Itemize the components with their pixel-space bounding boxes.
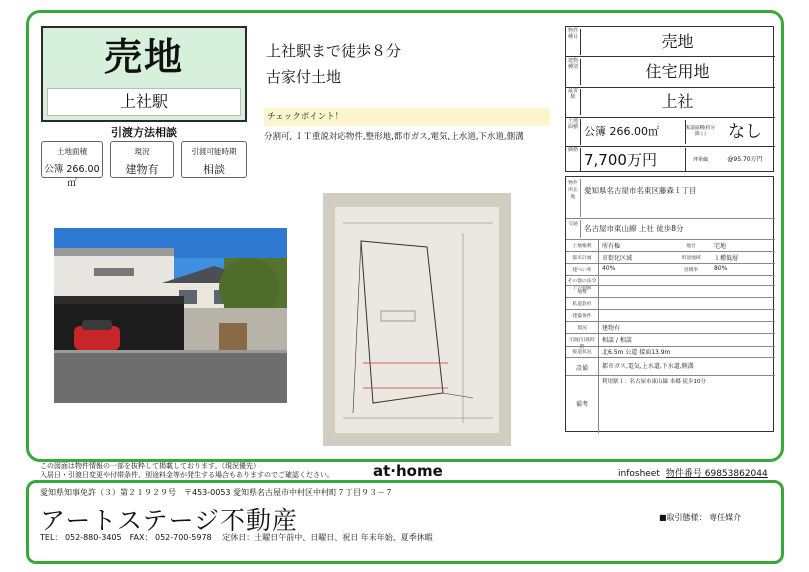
- summary-label-price: 価格: [566, 148, 581, 172]
- coverage-value: 40%: [602, 265, 616, 272]
- summary-label-type: 物件種目: [566, 29, 581, 55]
- athome-logo: at·home: [373, 462, 443, 480]
- summary-label-station: 最寄駅: [566, 89, 581, 115]
- label-facility: 設備: [575, 365, 588, 372]
- transaction-type: ■取引態様： 専任媒介: [659, 513, 742, 522]
- license-address: 愛知県知事免許（３）第２１９２９号 〒453-0053 愛知県名古屋市中村区中村町７丁目９３－７: [40, 488, 394, 497]
- mini-handover: 引渡可能時期 相談: [181, 141, 247, 178]
- tsubo-label: 坪単価: [685, 148, 715, 172]
- summary-label-area: 土地面積: [566, 119, 581, 145]
- disclaimer-1: この図面は物件情報の一部を抜粋して掲載しております。（現況優先）: [40, 462, 260, 470]
- traffic-value: 名古屋市東山線 上社 徒歩8分: [584, 224, 684, 233]
- type-badge-label: 売地: [103, 35, 184, 79]
- current-status-value: 建物有: [602, 325, 621, 332]
- land-category-value: 宅地: [714, 243, 727, 250]
- delivery-method: 引渡方法相談: [111, 126, 177, 139]
- summary-station: 上社: [661, 92, 694, 111]
- label-coverage: 建ぺい率: [572, 268, 592, 273]
- handover-value: 相談 / 相談: [602, 337, 632, 344]
- label-location: 物件所在地: [566, 179, 581, 217]
- label-city-plan: 都市計画: [572, 256, 592, 261]
- private-road-value: なし: [728, 122, 762, 142]
- headline-type: 古家付土地: [266, 68, 342, 86]
- mini-current: 現況 建物有: [110, 141, 174, 178]
- label-road: 接道状況: [572, 350, 592, 355]
- survey-plan-image: [323, 193, 511, 446]
- city-plan-value: 市街化区域: [602, 255, 633, 262]
- summary-panel: [565, 26, 774, 172]
- detail-table: [565, 176, 774, 432]
- remarks-value: 利用駅１：名古屋市東山線 本郷 徒歩10分: [602, 379, 706, 385]
- zoning-value: １種低層: [714, 255, 739, 262]
- label-private-road: 私道負担: [572, 302, 592, 307]
- disclaimer-2: 入居日・引渡日変更や付帯条件、別途料金等が発生する場合もありますのでご確認ください。: [40, 471, 334, 479]
- land-right-value: 所有権: [602, 243, 621, 250]
- label-terrain: 地勢: [577, 290, 587, 295]
- contact-info: TEL： 052-880-3405 FAX： 052-700-5978 定休日：土曜日午前中、日曜日、祝日 年末年始、夏季休暇: [40, 533, 433, 542]
- summary-label-category: 建物種別: [566, 59, 581, 85]
- facility-value: 都市ガス,電気,上水道,下水道,側溝: [602, 363, 694, 370]
- label-current-status: 現況: [577, 326, 587, 331]
- label-traffic: 交通: [566, 220, 581, 238]
- label-land-right: 土地権利: [572, 244, 592, 249]
- private-road-label: 私道面積(持分除く): [685, 120, 715, 144]
- road-value: 北6.5m 公道 接面13.9m: [602, 349, 671, 356]
- label-zoning: 用途地域: [681, 256, 701, 261]
- house-photo: [54, 228, 287, 403]
- company-name: アートステージ不動産: [40, 506, 299, 535]
- label-land-category: 地目: [686, 244, 696, 249]
- mini-land-area: 土地面積 公簿 266.00㎡: [41, 141, 103, 178]
- checkpoint-label: チェックポイント！: [264, 108, 550, 126]
- property-number: 物件番号 69853862044: [665, 469, 768, 479]
- station-badge: 上社駅: [47, 88, 241, 116]
- label-remarks: 備考: [575, 401, 588, 408]
- headline-station: 上社駅まで徒歩８分: [266, 42, 402, 60]
- label-other-restrictions: その他の法令上の制限: [567, 279, 597, 291]
- summary-type: 売地: [661, 32, 694, 51]
- tsubo-value: @95.70万円: [727, 156, 763, 163]
- label-building-condition: 建築条件: [572, 314, 592, 319]
- summary-price: 7,700万円: [584, 151, 657, 169]
- far-value: 80%: [714, 265, 728, 272]
- summary-category: 住宅用地: [645, 62, 710, 81]
- label-far: 容積率: [683, 268, 699, 273]
- infosheet-label: infosheet 物件番号 69853862044: [618, 469, 768, 479]
- location-value: 愛知県名古屋市名東区藤森１丁目: [584, 186, 697, 195]
- summary-land-area: 公簿 266.00㎡: [584, 125, 659, 138]
- features-text: 分割可, ＩＴ重説対応物件,整形地,都市ガス,電気,上水道,下水道,側溝: [264, 132, 524, 142]
- label-handover: 引渡/引渡時期: [569, 338, 595, 350]
